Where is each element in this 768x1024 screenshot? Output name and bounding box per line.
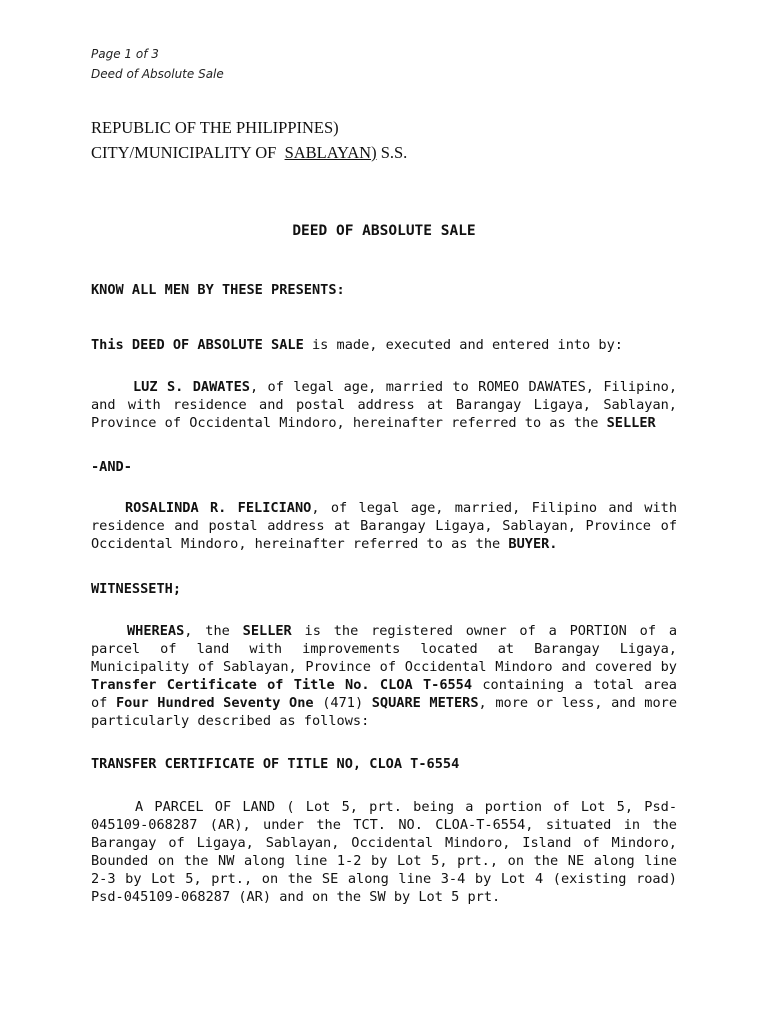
seller-text: , of legal age, married to ROMEO DAWATES, Filipino, and with residence and postal address at Barangay Ligaya, Sablayan, Province of Occidental Mindoro, hereinafter referred to as the [91,379,677,431]
caption-line-2 [91,143,407,163]
document-title: DEED OF ABSOLUTE SALE [292,223,476,239]
witnesseth-heading: WITNESSETH; [91,581,182,597]
buyer-paragraph [91,499,677,553]
whereas-seller: SELLER [242,623,292,639]
seller-role: SELLER [606,415,656,431]
tct-heading: TRANSFER CERTIFICATE OF TITLE NO, CLOA T-6554 [91,756,460,772]
whereas-text-1: , the [184,623,243,639]
whereas-text-4: , more or less, and more particularly described as follows: [91,695,678,729]
seller-paragraph [91,378,677,432]
caption-ss: S.S. [380,143,408,162]
page-number: Page 1 of 3 [91,47,159,61]
buyer-role: BUYER. [508,536,558,552]
caption-city-name: SABLAYAN) [284,143,377,162]
buyer-text: , of legal age, married, Filipino and with residence and postal address at Barangay Ligaya, Sablayan, Province of Occidental Mindoro, hereinafter referred to as the [91,500,677,552]
whereas-text-3: containing a total area of [91,677,677,711]
whereas-tct: Transfer Certificate of Title No. CLOA T-6554 [91,677,473,693]
intro-paragraph [91,336,677,354]
intro-text: is made, executed and entered into by: [303,337,623,353]
know-all-heading: KNOW ALL MEN BY THESE PRESENTS: [91,282,345,298]
whereas-area-words: Four Hundred Seventy One [115,695,314,711]
parcel-description: A PARCEL OF LAND ( Lot 5, prt. being a portion of Lot 5, Psd-045109-068287 (AR), under the TCT. NO. CLOA-T-6554, situated in the Barangay of Ligaya, Sablayan, Occidental Mindoro, Island of Mindoro, Bounded on the NW along line 1-2 by Lot 5, prt., on the NE along line 2-3 by Lot 5, prt., on the SE along line 3-4 by Lot 4 (existing road) Psd-045109-068287 (AR) and on the SW by Lot 5 prt. [91,799,677,905]
caption-city-label: CITY/MUNICIPALITY OF [91,143,277,162]
whereas-word: WHEREAS [127,623,185,639]
caption-line-1: REPUBLIC OF THE PHILIPPINES) [91,118,339,137]
whereas-area-number: (471) [313,695,372,711]
whereas-text-2: is the registered owner of a PORTION of a parcel of land with improvements located at Barangay Ligaya, Municipality of Sablayan, Province of Occidental Mindoro and covered by [91,623,678,675]
and-separator: -AND- [91,459,132,475]
buyer-name: ROSALINDA R. FELICIANO [125,500,312,516]
whereas-paragraph [91,622,677,730]
intro-bold: This DEED OF ABSOLUTE SALE [91,337,304,353]
whereas-unit: SQUARE METERS [371,695,479,711]
seller-name: LUZ S. DAWATES [133,379,250,395]
document-header-title: Deed of Absolute Sale [91,67,224,81]
